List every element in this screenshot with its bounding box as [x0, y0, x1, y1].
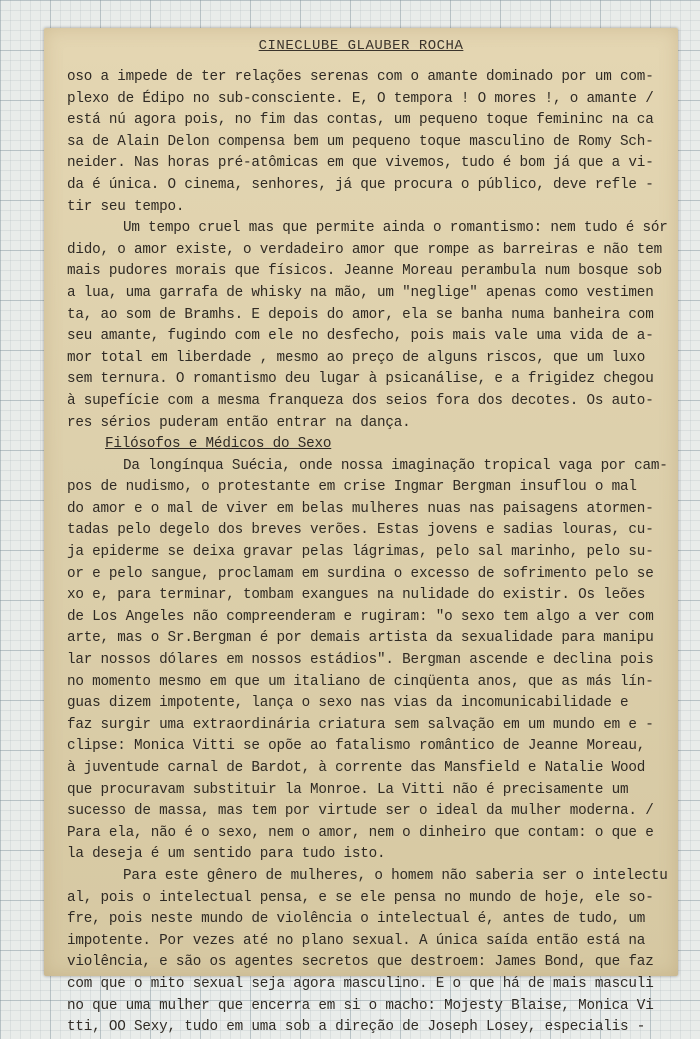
text-line: oso a impede de ter relações serenas com o amante dominado por um com-	[67, 69, 654, 85]
text-line: tti, OO Sexy, tudo em uma sob a direção de Joseph Losey, especialis -	[67, 1019, 646, 1036]
paragraph-start-line: Para este gênero de mulheres, o homem não saberia ser o intelectu	[123, 867, 668, 884]
text-line: ja epiderme se deixa gravar pelas lágrimas, pelo sal marinho, pelo su-	[67, 544, 654, 561]
text-line: da é única. O cinema, senhores, já que procura o público, deve refle -	[67, 176, 654, 193]
text-line: xo e, para terminar, tombam exangues na nulidade do existir. Os leões	[67, 587, 646, 604]
text-line: que procuravam substituir la Monroe. La Vitti não é precisamente um	[67, 781, 629, 798]
text-line: fre, pois neste mundo de violência o intelectual é, antes de tudo, um	[67, 911, 646, 928]
text-line: à supefície com a mesma franqueza dos seios fora dos decotes. Os auto-	[67, 392, 654, 409]
text-line: res sérios puderam então entrar na dança.	[67, 414, 411, 431]
text-line: lar nossos dólares em nossos estádios". Bergman ascende e declina pois	[67, 652, 654, 669]
text-line: mor total em liberdade , mesmo ao preço de alguns riscos, que um luxo	[67, 349, 646, 366]
text-line: tadas pelo degelo dos breves verões. Estas jovens e sadias louras, cu-	[67, 522, 654, 539]
text-line: a lua, uma garrafa de whisky na mão, um "neglige" apenas como vestimen	[67, 284, 654, 301]
text-line: plexo de Édipo no sub-consciente. E, O tempora ! O mores !, o amante /	[67, 90, 654, 107]
text-line: al, pois o intelectual pensa, e se ele pensa no mundo de hoje, ele so-	[67, 889, 654, 906]
text-line: arte, mas o Sr.Bergman é por demais artista da sexualidade para manipu	[67, 630, 654, 647]
text-line: no que uma mulher que encerra em si o macho: Mojesty Blaise, Monica Vi	[67, 997, 654, 1014]
text-line: tir seu tempo.	[67, 198, 185, 215]
text-line: neider. Nas horas pré-atômicas em que vivemos, tudo é bom já que a vi-	[67, 155, 654, 172]
text-line: faz surgir uma extraordinária criatura sem salvação em um mundo em e -	[67, 716, 654, 733]
text-line: seu amante, fugindo com ele no desfecho, pois mais vale uma vida de a-	[67, 328, 654, 345]
text-line: Para ela, não é o sexo, nem o amor, nem o dinheiro que contam: o que e	[67, 824, 654, 841]
paragraph-start-line: Um tempo cruel mas que permite ainda o romantismo: nem tudo é sór	[123, 220, 668, 237]
text-line: pos de nudismo, o protestante em crise Ingmar Bergman insuflou o mal	[67, 479, 637, 496]
text-line: la deseja é um sentido para tudo isto.	[67, 846, 386, 863]
text-line: sem ternura. O romantismo deu lugar à psicanálise, e a frigidez chegou	[67, 371, 654, 388]
paragraph-start-line: Da longínqua Suécia, onde nossa imaginação tropical vaga por cam-	[123, 457, 668, 474]
body-text	[67, 67, 667, 1039]
text-line: de Los Angeles não compreenderam e rugiram: "o sexo tem algo a ver com	[67, 608, 654, 625]
section-subheading: Filósofos e Médicos do Sexo	[105, 436, 332, 453]
text-line: violência, e são os agentes secretos que destroem: James Bond, que faz	[67, 954, 654, 971]
text-line: do amor e o mal de viver em belas mulheres nuas nas paisagens atormen-	[67, 500, 654, 517]
text-line: guas dizem impotente, lança o sexo nas vias da incomunicabilidade e	[67, 695, 629, 712]
text-line: impotente. Por vezes até no plano sexual. A única saída então está na	[67, 932, 646, 949]
text-line: à juventude carnal de Bardot, à corrente das Mansfield e Natalie Wood	[67, 760, 646, 776]
text-line: clipse: Monica Vitti se opõe ao fatalismo romântico de Jeanne Moreau,	[67, 738, 646, 755]
text-line: sa de Alain Delon compensa bem um pequeno toque masculino de Romy Sch-	[67, 133, 654, 150]
text-line: mais pudores morais que físicos. Jeanne Moreau perambula num bosque sob	[67, 263, 662, 280]
text-line: sucesso de massa, mas tem por virtude ser o ideal da mulher moderna. /	[67, 803, 654, 820]
text-line: está nú agora pois, no fim das contas, um pequeno toque femininc na ca	[67, 112, 654, 129]
text-line: or e pelo sangue, proclamam em surdina o excesso de sofrimento pelo se	[67, 565, 654, 582]
text-line: no momento mesmo em que um italiano de cinqüenta anos, que as más lín-	[67, 673, 654, 690]
text-line: com que o mito sexual seja agora masculino. E o que há de mais masculi	[67, 975, 654, 992]
text-line: ta, ao som de Bramhs. E depois do amor, ela se banha numa banheira com	[67, 306, 654, 323]
typed-page	[44, 28, 678, 1036]
page-header: CINECLUBE GLAUBER ROCHA	[258, 38, 464, 54]
text-line: dido, o amor existe, o verdadeiro amor que rompe as barreiras e não tem	[67, 241, 662, 258]
